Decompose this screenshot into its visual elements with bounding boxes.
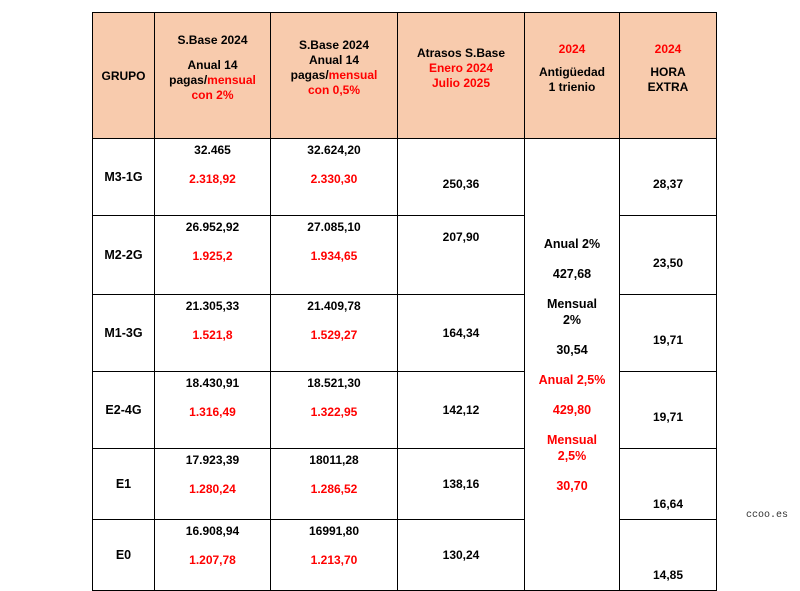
antiguedad-mensual25-label: Mensual [546, 432, 597, 447]
anual-value: 27.085,10 [307, 220, 361, 234]
anual-value: 17.923,39 [185, 453, 240, 467]
header-text: 1 trienio [548, 79, 596, 94]
mensual-value: 2.318,92 [189, 172, 236, 186]
table-row [93, 216, 717, 295]
mensual-value: 1.322,95 [310, 405, 358, 419]
sbase-2pct-cell [155, 139, 271, 216]
header-text-red: Julio 2025 [431, 75, 491, 90]
anual-value: 16.908,94 [185, 524, 240, 538]
sbase-2pct-cell [155, 372, 271, 449]
hora-extra-cell: 14,85 [620, 520, 717, 591]
sbase-05pct-cell [271, 449, 398, 520]
watermark-text: ccoo.es [745, 510, 788, 521]
sbase-05pct-cell [271, 216, 398, 295]
salary-table [92, 12, 717, 591]
antiguedad-mensual2-value: 30,54 [556, 342, 588, 357]
grupo-cell: M2-2G [93, 216, 155, 295]
mensual-value: 1.213,70 [310, 553, 358, 567]
sbase-05pct-cell [271, 372, 398, 449]
header-antiguedad [525, 13, 620, 139]
sbase-05pct-cell [271, 520, 398, 591]
anual-value: 32.624,20 [307, 143, 361, 157]
anual-value: 18.521,30 [307, 376, 361, 390]
mensual-value: 1.316,49 [189, 405, 236, 419]
header-sbase-05pct [271, 13, 398, 139]
sbase-2pct-cell [155, 216, 271, 295]
anual-value: 32.465 [194, 143, 231, 157]
hora-extra-cell: 19,71 [620, 372, 717, 449]
header-text: pagas/ [290, 68, 329, 82]
atrasos-cell: 138,16 [398, 449, 525, 520]
grupo-cell: E0 [93, 520, 155, 591]
sbase-2pct-cell [155, 295, 271, 372]
table-row [93, 139, 717, 216]
anual-value: 18.430,91 [185, 376, 240, 390]
header-text: HORA [650, 64, 686, 79]
anual-value: 18011,28 [309, 453, 359, 467]
mensual-value: 1.521,8 [192, 328, 233, 342]
anual-value: 21.409,78 [307, 299, 361, 313]
header-text: S.Base 2024 [298, 38, 370, 52]
anual-value: 21.305,33 [185, 299, 240, 313]
header-text: Anual 14 [308, 53, 359, 67]
header-text: Atrasos S.Base [416, 45, 506, 60]
sbase-05pct-cell [271, 295, 398, 372]
atrasos-cell: 250,36 [398, 139, 525, 216]
sbase-2pct-cell [155, 520, 271, 591]
grupo-cell: E1 [93, 449, 155, 520]
antiguedad-mensual25-label: 2,5% [557, 448, 587, 463]
mensual-value: 1.529,27 [310, 328, 358, 342]
table-row [93, 520, 717, 591]
mensual-value: 1.207,78 [189, 553, 236, 567]
header-atrasos [398, 13, 525, 139]
sbase-2pct-cell [155, 449, 271, 520]
table-row [93, 372, 717, 449]
antiguedad-cell [525, 139, 620, 591]
antiguedad-anual25-label: Anual 2,5% [538, 372, 606, 387]
header-text-red: con 0,5% [307, 83, 361, 97]
mensual-value: 1.925,2 [192, 249, 233, 263]
header-text-red: Enero 2024 [428, 60, 494, 75]
header-text-red: mensual [207, 73, 256, 87]
mensual-value: 1.286,52 [310, 482, 358, 496]
atrasos-cell: 164,34 [398, 295, 525, 372]
mensual-value: 2.330,30 [310, 172, 358, 186]
antiguedad-mensual2-label: 2% [562, 312, 582, 327]
sbase-05pct-cell [271, 139, 398, 216]
grupo-cell: M3-1G [93, 139, 155, 216]
header-text: S.Base 2024 [177, 33, 248, 47]
table-row [93, 449, 717, 520]
grupo-cell: E2-4G [93, 372, 155, 449]
mensual-value: 1.280,24 [189, 482, 236, 496]
header-text: pagas/ [169, 73, 208, 87]
grupo-cell: M1-3G [93, 295, 155, 372]
atrasos-cell: 207,90 [398, 216, 525, 295]
antiguedad-anual2-value: 427,68 [552, 266, 592, 281]
antiguedad-mensual2-label: Mensual [546, 296, 597, 311]
header-sbase-2pct [155, 13, 271, 139]
header-row [93, 13, 717, 139]
header-text: EXTRA [647, 79, 689, 94]
antiguedad-mensual25-value: 30,70 [556, 478, 588, 493]
header-text: Anual 14 [187, 58, 238, 72]
header-grupo: GRUPO [93, 13, 155, 139]
anual-value: 26.952,92 [185, 220, 240, 234]
header-text-red: con 2% [191, 88, 234, 102]
header-hora-extra [620, 13, 717, 139]
mensual-value: 1.934,65 [310, 249, 358, 263]
table-row [93, 295, 717, 372]
anual-value: 16991,80 [308, 524, 360, 538]
antiguedad-anual2-label: Anual 2% [543, 236, 601, 251]
antiguedad-anual25-value: 429,80 [552, 402, 592, 417]
header-text-red: 2024 [558, 41, 586, 56]
hora-extra-cell: 28,37 [620, 139, 717, 216]
header-text-red: mensual [328, 68, 378, 82]
hora-extra-cell: 19,71 [620, 295, 717, 372]
hora-extra-cell: 16,64 [620, 449, 717, 520]
header-text: Antigüedad [539, 64, 605, 79]
hora-extra-cell: 23,50 [620, 216, 717, 295]
atrasos-cell: 142,12 [398, 372, 525, 449]
atrasos-cell: 130,24 [398, 520, 525, 591]
header-text-red: 2024 [654, 41, 682, 56]
